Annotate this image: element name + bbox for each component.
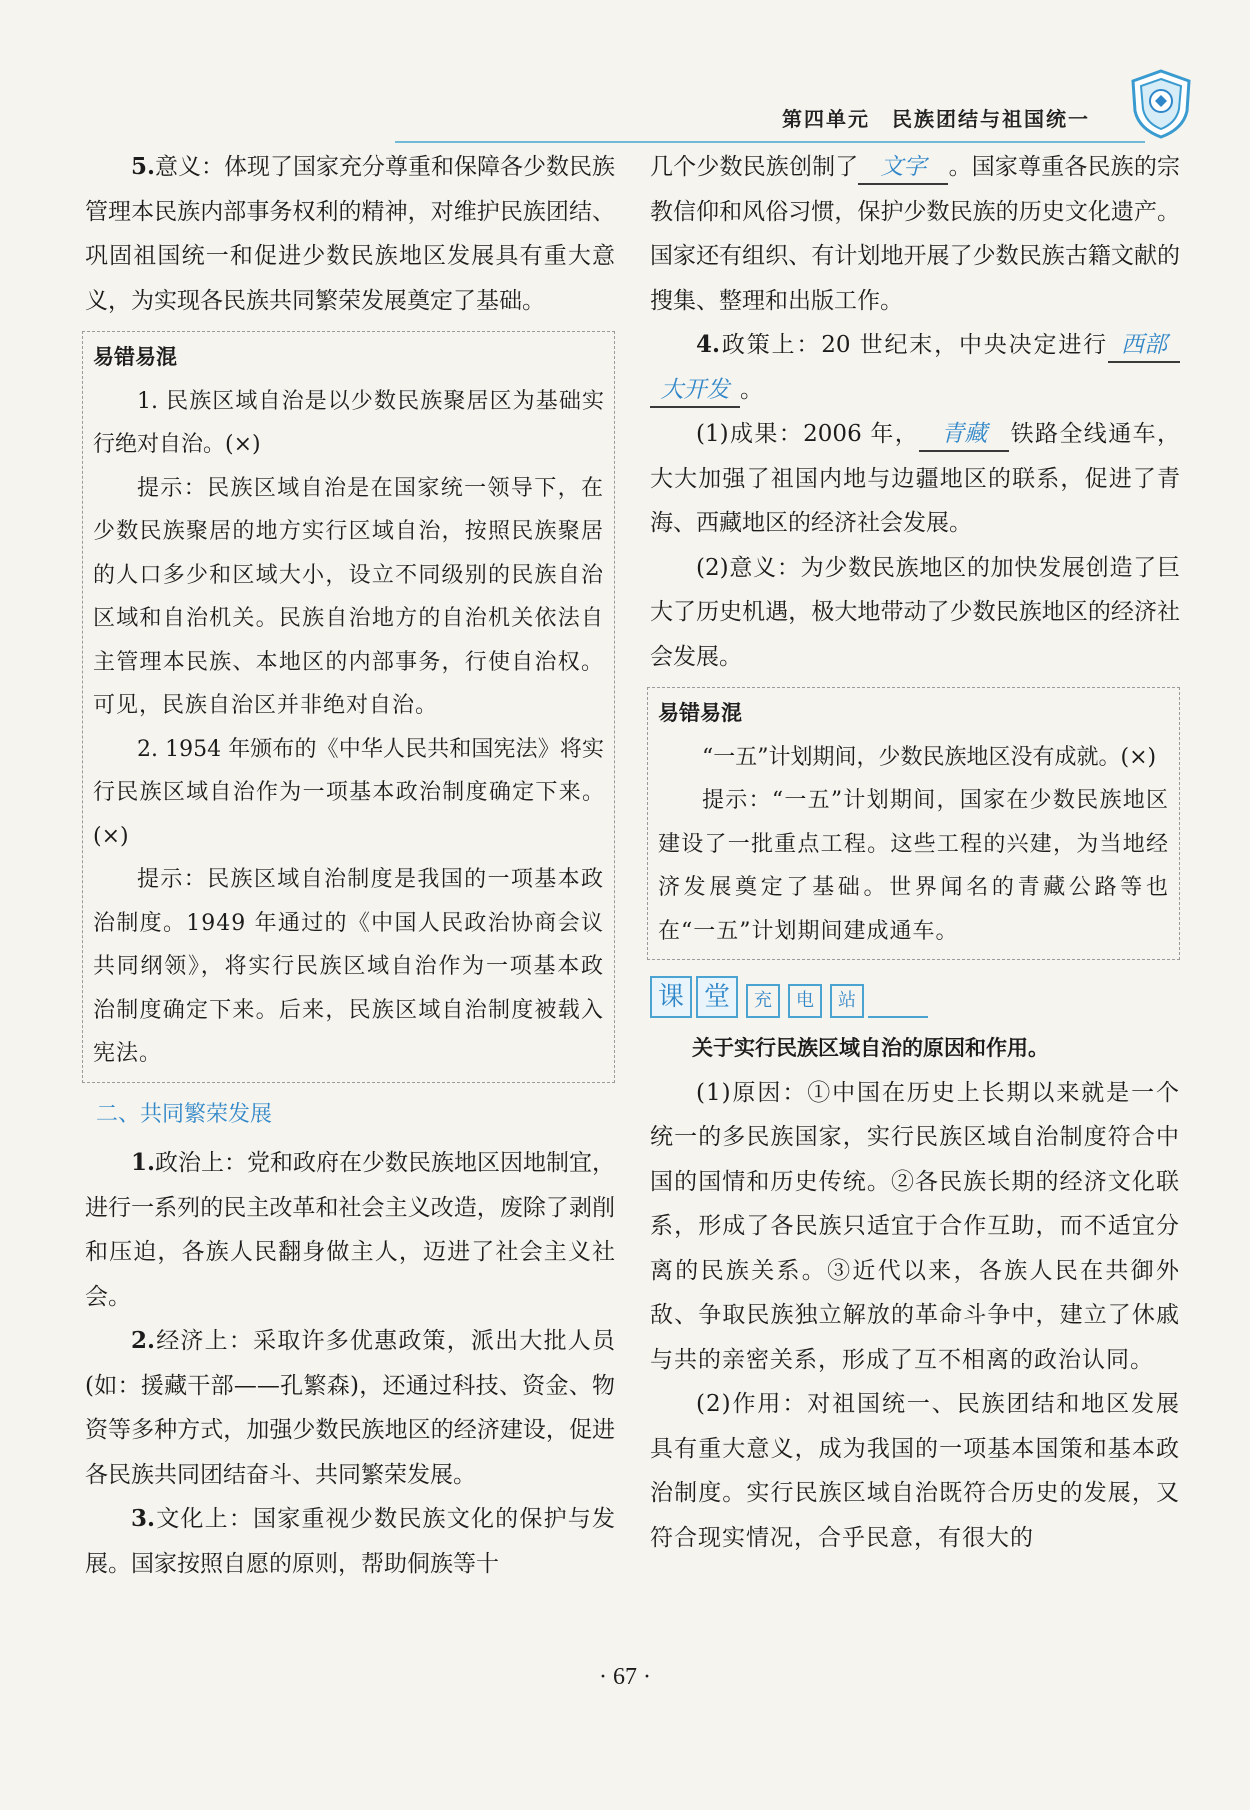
paragraph-meaning: (2)意义：为少数民族地区的加快发展创造了巨大了历史机遇，极大地带动了少数民族地区的经济社会发展。 <box>650 554 1180 670</box>
paragraph-text: (1)成果：2006 年， <box>696 421 920 447</box>
banner-char: 电 <box>788 984 822 1018</box>
item-number: 2. <box>131 1327 156 1354</box>
left-column <box>85 145 615 1586</box>
paragraph-reasons: (1)原因：①中国在历史上长期以来就是一个统一的多民族国家，实行民族区域自治制度符合中国的国情和历史传统。②各民族长期的经济文化联系，形成了各民族只适宜于合作互助，而不适宜分离的民族关系。③近代以来，各族人民在共御外敌、争取民族独立解放的革命斗争中，建立了休戚与共的亲密关系，形成了互不相离的政治认同。 <box>650 1079 1180 1373</box>
banner-char: 课 <box>650 976 692 1018</box>
header-rule <box>395 141 1145 143</box>
page-number: · 67 · <box>599 1664 651 1690</box>
paragraph-culture <box>85 1497 615 1586</box>
paragraph-text: 文化上：国家重视少数民族文化的保护与发展。国家按照自愿的原则，帮助侗族等十 <box>85 1506 615 1577</box>
paragraph-politics <box>85 1141 615 1319</box>
topic-heading: 关于实行民族区域自治的原因和作用。 <box>692 1036 1049 1060</box>
item-number: 4. <box>696 331 721 358</box>
paragraph-text: 政策上：20 世纪末，中央决定进行 <box>720 332 1108 358</box>
unit-title: 第四单元 民族团结与祖国统一 <box>782 107 1090 131</box>
paragraph-text: 铁路全线通车，大大加强了祖国内地与边疆地区的联系，促进了青海、西藏地区的经济社会发展。 <box>650 421 1181 536</box>
paragraph-effects: (2)作用：对祖国统一、民族团结和地区发展具有重大意义，成为我国的一项基本国策和基本政治制度。实行民族区域自治既符合历史的发展，又符合现实情况，合乎民意，有很大的 <box>650 1391 1180 1551</box>
paragraph-text: 政治上：党和政府在少数民族地区因地制宜，进行一系列的民主改革和社会主义改造，废除了剥削和压迫，各族人民翻身做主人，迈进了社会主义社会。 <box>85 1150 616 1310</box>
paragraph-text: 。 <box>740 376 763 403</box>
box-item: 2. 1954 年颁布的《中华人民共和国宪法》将实行民族区域自治作为一项基本政治制度确定下来。(×) <box>93 736 604 849</box>
paragraph-significance <box>85 145 615 323</box>
paragraph-text: 意义：体现了国家充分尊重和保障各少数民族管理本民族内部事务权利的精神，对维护民族团结、巩固祖国统一和促进少数民族地区发展具有重大意义，为实现各民族共同繁荣发展奠定了基础。 <box>85 154 616 314</box>
paragraph-text: 经济上：采取许多优惠政策，派出大批人员(如：援藏干部——孔繁森)，还通过科技、资金、物资等多种方式，加强少数民族地区的经济建设，促进各民族共同团结奋斗、共同繁荣发展。 <box>85 1328 615 1488</box>
paragraph-result <box>650 412 1180 546</box>
banner-char: 充 <box>746 984 780 1018</box>
error-prone-box <box>82 331 615 1083</box>
banner-rule <box>868 1016 928 1018</box>
answer-blank: 西部 <box>1108 329 1180 363</box>
box-item: “一五”计划期间，少数民族地区没有成就。(×) <box>702 744 1157 770</box>
item-number: 1. <box>131 1149 156 1176</box>
paragraph-economy <box>85 1319 615 1497</box>
classroom-recharge-banner <box>650 970 1180 1018</box>
item-number: 5. <box>131 153 156 180</box>
right-column <box>650 145 1180 1560</box>
box-item: 1. 民族区域自治是以少数民族聚居区为基础实行绝对自治。(×) <box>93 388 604 457</box>
box-hint: 提示：“一五”计划期间，国家在少数民族地区建设了一批重点工程。这些工程的兴建，为当地经济发展奠定了基础。世界闻名的青藏公路等也在“一五”计划期间建成通车。 <box>658 788 1169 944</box>
paragraph-culture-cont <box>650 145 1180 323</box>
section-heading: 二、共同繁荣发展 <box>96 1101 273 1127</box>
answer-blank: 青藏 <box>919 418 1009 452</box>
banner-char: 站 <box>830 984 864 1018</box>
box-title: 易错易混 <box>93 345 177 369</box>
page-header <box>395 95 1205 143</box>
item-number: 3. <box>131 1505 156 1532</box>
error-prone-box <box>647 687 1180 960</box>
shield-emblem-icon <box>1127 67 1195 141</box>
box-title: 易错易混 <box>658 701 742 725</box>
answer-blank: 文字 <box>858 151 948 185</box>
banner-char: 堂 <box>696 976 738 1018</box>
paragraph-text: 几个少数民族创制了 <box>650 154 859 180</box>
paragraph-policy <box>650 323 1180 412</box>
paragraph-text: 。国家尊重各民族的宗教信仰和风俗习惯，保护少数民族的历史文化遗产。国家还有组织、有计划地开展了少数民族古籍文献的搜集、整理和出版工作。 <box>650 154 1181 314</box>
box-hint: 提示：民族区域自治制度是我国的一项基本政治制度。1949 年通过的《中国人民政治协商会议共同纲领》，将实行民族区域自治作为一项基本政治制度确定下来。后来，民族区域自治制度被载入宪法。 <box>93 867 604 1066</box>
box-hint: 提示：民族区域自治是在国家统一领导下，在少数民族聚居的地方实行区域自治，按照民族聚居的人口多少和区域大小，设立不同级别的民族自治区域和自治机关。民族自治地方的自治机关依法自主管理本民族、本地区的内部事务，行使自治权。可见，民族自治区并非绝对自治。 <box>93 475 604 718</box>
answer-blank: 大开发 <box>650 374 740 408</box>
